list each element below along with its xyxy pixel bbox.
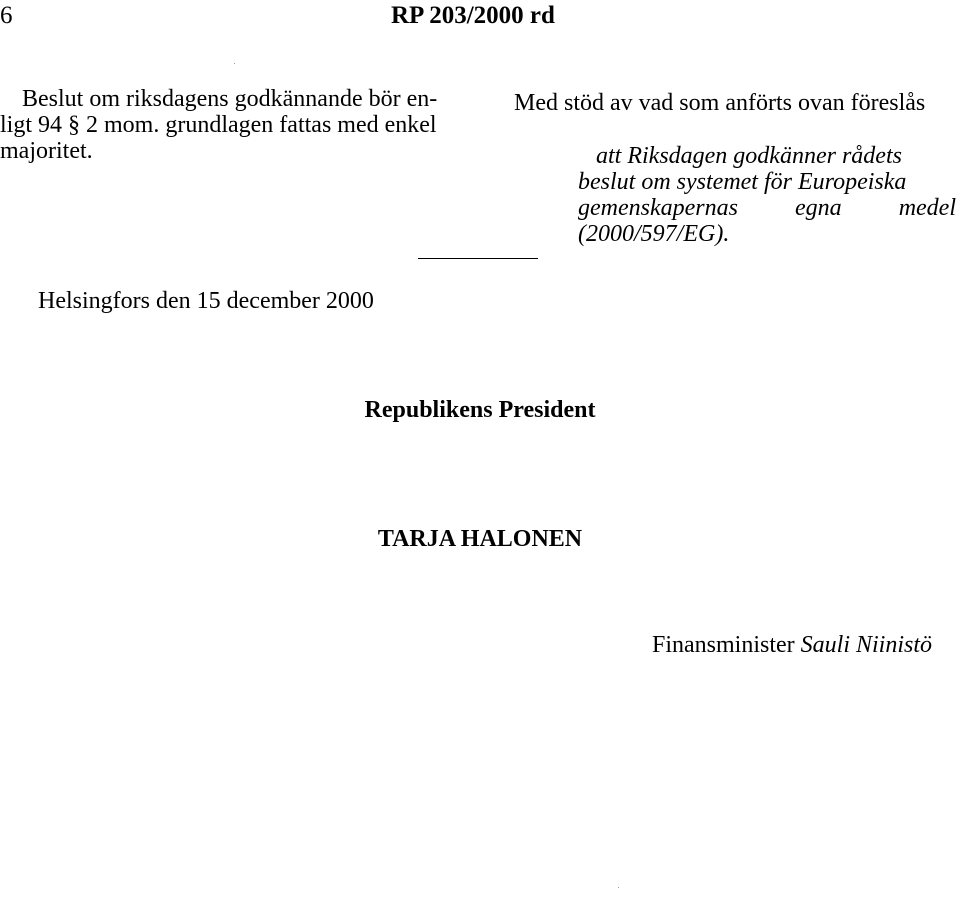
place-and-date: Helsingfors den 15 december 2000 [38,288,374,314]
scan-speck [234,63,235,64]
president-title: Republikens President [364,397,596,423]
proposal-clause [578,143,956,247]
section-divider [418,258,538,259]
scan-speck [618,887,619,888]
document-id: RP 203/2000 rd [391,2,555,29]
majority-requirement-paragraph [0,86,470,164]
proposal-word: egna [795,195,842,221]
minister-signature [652,632,932,659]
proposal-line [578,195,956,221]
page-number: 6 [0,2,13,29]
proposal-line: (2000/597/EG). [578,221,730,247]
paragraph-line: Beslut om riksdagens godkännande bör en- [22,86,438,112]
minister-name: Sauli Niinistö [800,632,933,658]
proposal-line: att Riksdagen godkänner rådets [596,143,902,169]
proposal-intro: Med stöd av vad som anförts ovan föreslås [514,90,926,116]
proposal-line: beslut om systemet för Europeiska [578,169,907,195]
proposal-word: medel [898,195,956,221]
paragraph-line: ligt 94 § 2 mom. grundlagen fattas med enkel [0,112,437,138]
president-name: TARJA HALONEN [377,526,583,552]
paragraph-line: majoritet. [0,138,93,164]
proposal-word: gemenskapernas [578,195,738,221]
minister-title: Finansminister [652,632,795,658]
